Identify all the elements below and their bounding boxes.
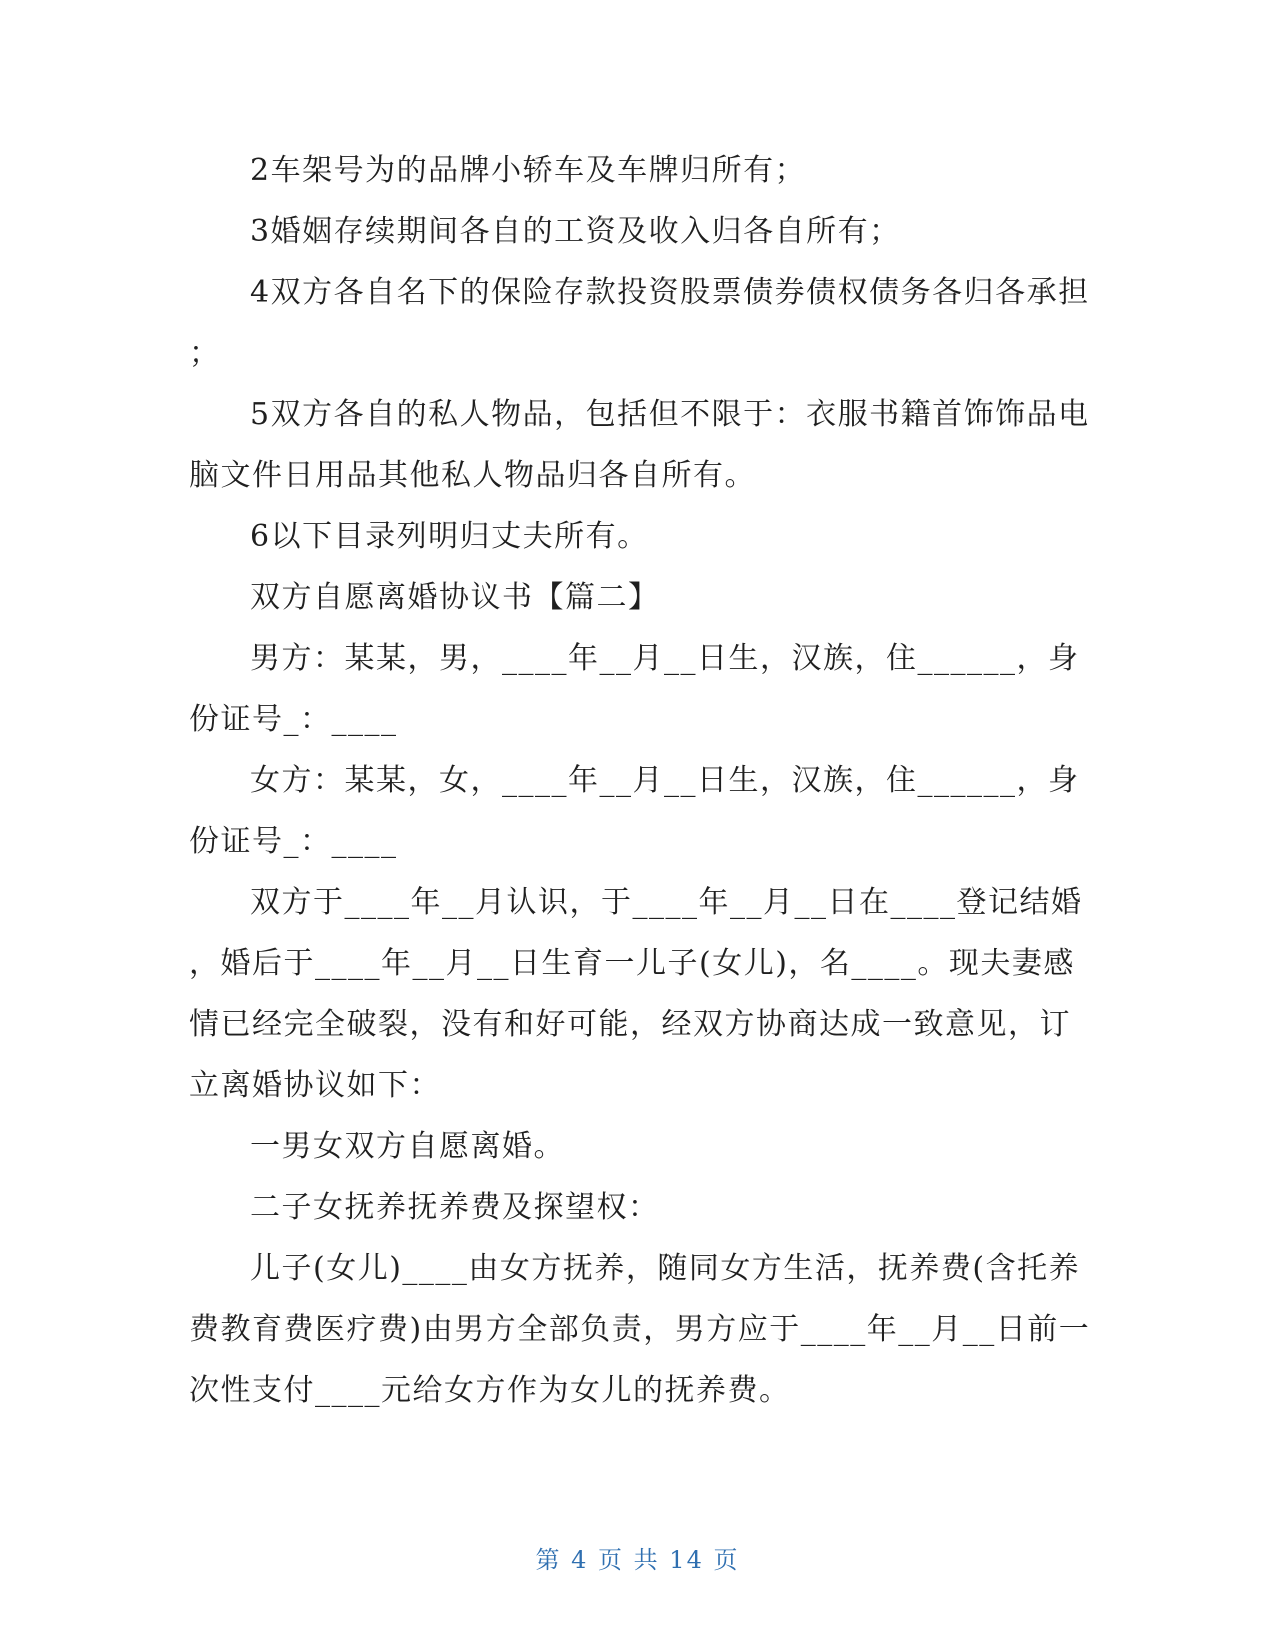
document-body [189, 140, 1091, 1421]
paragraph-line: 6以下目录列明归丈夫所有。 [250, 519, 649, 554]
paragraph-line: 2车架号为的品牌小轿车及车牌归所有； [250, 153, 807, 188]
paragraph-line: 费教育费医疗费)由男方全部负责，男方应于____年__月__日前一 [189, 1312, 1091, 1347]
paragraph-line: 4双方各自名下的保险存款投资股票债券债权债务各归各承担 [250, 275, 1090, 310]
paragraph-line: ，婚后于____年__月__日生育一儿子(女儿)，名____。现夫妻感 [189, 946, 1075, 981]
paragraph-line: 份证号_：____ [189, 702, 398, 737]
paragraph-line: 5双方各自的私人物品，包括但不限于：衣服书籍首饰饰品电 [250, 397, 1090, 432]
section-heading: 双方自愿离婚协议书【篇二】 [250, 580, 660, 615]
paragraph-line: 一男女双方自愿离婚。 [250, 1129, 565, 1164]
paragraph-line: 3婚姻存续期间各自的工资及收入归各自所有； [250, 214, 901, 249]
paragraph-line: 次性支付____元给女方作为女儿的抚养费。 [189, 1373, 791, 1408]
page-number-footer: 第 4 页 共 14 页 [535, 1546, 740, 1574]
paragraph-line: 情已经完全破裂，没有和好可能，经双方协商达成一致意见，订 [189, 1007, 1071, 1042]
paragraph-line: 儿子(女儿)____由女方抚养，随同女方生活，抚养费(含托养 [250, 1251, 1081, 1286]
paragraph-line: 二子女抚养抚养费及探望权： [250, 1190, 660, 1225]
paragraph-line: 脑文件日用品其他私人物品归各自所有。 [189, 458, 756, 493]
paragraph-line: 立离婚协议如下： [189, 1068, 441, 1103]
paragraph-line: ； [189, 336, 221, 371]
paragraph-line: 男方：某某，男，____年__月__日生，汉族，住______，身 [250, 641, 1080, 676]
paragraph-line: 份证号_：____ [189, 824, 398, 859]
paragraph-line: 女方：某某，女，____年__月__日生，汉族，住______，身 [250, 763, 1080, 798]
paragraph-line: 双方于____年__月认识，于____年__月__日在____登记结婚 [250, 885, 1083, 920]
